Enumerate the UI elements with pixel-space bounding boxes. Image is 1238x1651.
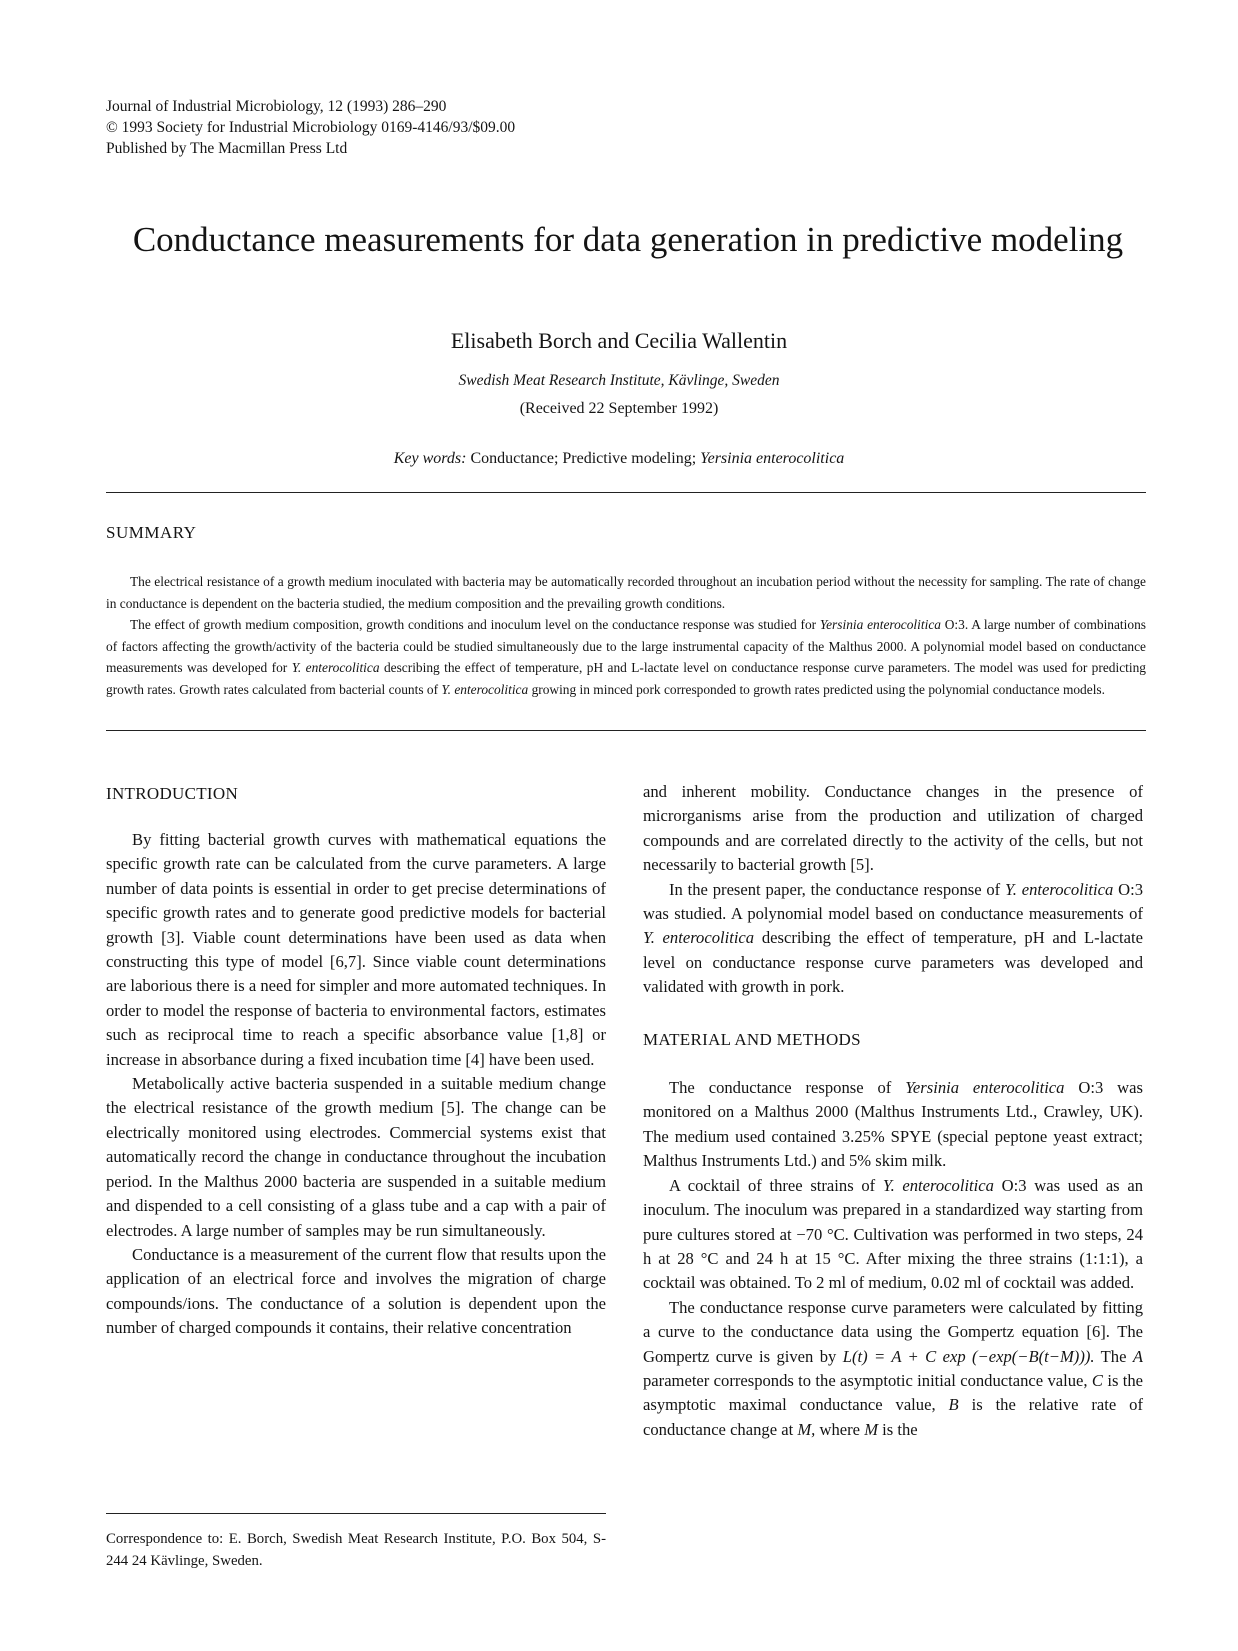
summary-bottom-rule xyxy=(106,730,1146,731)
methods-paragraph-3: The conductance response curve parameters were calculated by fitting a curve to the conductance data using the Gompertz equation [6]. The Gompertz curve is given by L(t) = A + C exp (−exp(−B(t−M))). The A parameter corresponds to the asymptotic initial conductance value, C is the asymptotic maximal conductance value, B is the relative rate of conductance change at M, where M is the xyxy=(643,1297,1144,1439)
introduction-paragraph-1: By fitting bacterial growth curves with mathematical equations the specific growth rate can be calculated from the curve parameters. A large number of data points is essential in order to get precise determinations of specific growth rates and to generate good predictive models for bacterial growth [3]. Viable count determinations have been used as data when constructing this type of model [6,7]. Since viable count determinations are laborious there is a need for simpler and more automated techniques. In order to model the response of bacteria to environmental factors, estimates such as reciprocal time to reach a specific absorbance value [1,8] or increase in absorbance during a fixed incubation time [4] have been used. xyxy=(106,830,606,1069)
right-column-body xyxy=(643,780,1143,1442)
journal-publisher: Published by The Macmillan Press Ltd xyxy=(106,140,348,157)
keywords-species: Yersinia enterocolitica xyxy=(700,450,845,467)
methods-heading: MATERIAL AND METHODS xyxy=(643,1029,861,1049)
keywords-text: Conductance; Predictive modeling; xyxy=(470,450,697,467)
summary-paragraph-1: The electrical resistance of a growth medium inoculated with bacteria may be automatically recorded throughout an incubation period without the necessity for sampling. The rate of change in conductance is dependent on the bacteria studied, the medium composition and the prevailing growth conditions. xyxy=(106,574,1146,611)
introduction-paragraph-3-continued: and inherent mobility. Conductance changes in the presence of microrganisms arise from the production and utilization of charged compounds and are correlated directly to the activity of the cells, but not necessarily to bacterial growth [5]. xyxy=(643,782,1143,875)
journal-header xyxy=(106,96,515,159)
journal-copyright: © 1993 Society for Industrial Microbiology 0169-4146/93/$09.00 xyxy=(106,119,516,136)
article-title: Conductance measurements for data generation in predictive modeling xyxy=(132,220,1124,259)
introduction-paragraph-3: Conductance is a measurement of the current flow that results upon the application of an electrical force and involves the migration of charge compounds/ions. The conductance of a solution is dependent upon the number of charged compounds it contains, their relative concentration xyxy=(106,1244,606,1338)
introduction-body-left xyxy=(106,828,606,1341)
summary-heading: SUMMARY xyxy=(106,523,197,542)
methods-paragraph-1: The conductance response of Yersinia enterocolitica O:3 was monitored on a Malthus 2000 (Malthus Instruments Ltd., Crawley, UK). The medium used contained 3.25% SPYE (special peptone yeast extract; Malthus Instruments Ltd.) and 5% skim milk. xyxy=(643,1078,1143,1171)
article-received-date: (Received 22 September 1992) xyxy=(519,400,719,417)
keywords-label: Key words: xyxy=(393,450,467,467)
introduction-heading: INTRODUCTION xyxy=(106,784,239,803)
article-keywords xyxy=(0,450,1238,468)
article-authors: Elisabeth Borch and Cecilia Wallentin xyxy=(450,328,788,353)
introduction-paragraph-4: In the present paper, the conductance response of Y. enterocolitica O:3 was studied. A polynomial model based on conductance measurements of Y. enterocolitica describing the effect of temperature, pH and L-lactate level on conductance response curve parameters was developed and validated with growth in pork. xyxy=(643,879,1144,997)
summary-top-rule xyxy=(106,492,1146,493)
article-affiliation: Swedish Meat Research Institute, Kävlinge, Sweden xyxy=(458,372,780,389)
correspondence-footnote: Correspondence to: E. Borch, Swedish Meat Research Institute, P.O. Box 504, S-244 24 Kävlinge, Sweden. xyxy=(106,1531,606,1569)
journal-citation: Journal of Industrial Microbiology, 12 (1993) 286–290 xyxy=(106,98,447,115)
footnote-rule xyxy=(106,1513,606,1514)
summary-body xyxy=(106,571,1146,701)
methods-paragraph-2: A cocktail of three strains of Y. enterocolitica O:3 was used as an inoculum. The inoculum was prepared in a standardized way starting from pure cultures stored at −70 °C. Cultivation was performed in two steps, 24 h at 28 °C and 24 h at 15 °C. After mixing the three strains (1:1:1), a cocktail was obtained. To 2 ml of medium, 0.02 ml of cocktail was added. xyxy=(643,1175,1143,1293)
summary-paragraph-2: The effect of growth medium composition, growth conditions and inoculum level on the conductance response was studied for Yersinia enterocolitica O:3. A large number of combinations of factors affecting the growth/activity of the bacteria could be studied simultaneously due to the large instrumental capacity of the Malthus 2000. A polynomial model based on conductance measurements was developed for Y. enterocolitica describing the effect of temperature, pH and L-lactate level on conductance response curve parameters. The model was used for predicting growth rates. Growth rates calculated from bacterial counts of Y. enterocolitica growing in minced pork corresponded to growth rates predicted using the polynomial conductance models. xyxy=(106,617,1146,697)
introduction-paragraph-2: Metabolically active bacteria suspended in a suitable medium change the electrical resistance of the growth medium [5]. The change can be electrically monitored using electrodes. Commercial systems exist that automatically record the change in conductance throughout the incubation period. In the Malthus 2000 bacteria are suspended in a suitable medium and dispended to a cell consisting of a glass tube and a cap with a pair of electrodes. A large number of samples may be run simultaneously. xyxy=(106,1074,606,1240)
gompertz-equation: L(t) = A + C exp (−exp(−B(t−M))). xyxy=(842,1346,1095,1366)
